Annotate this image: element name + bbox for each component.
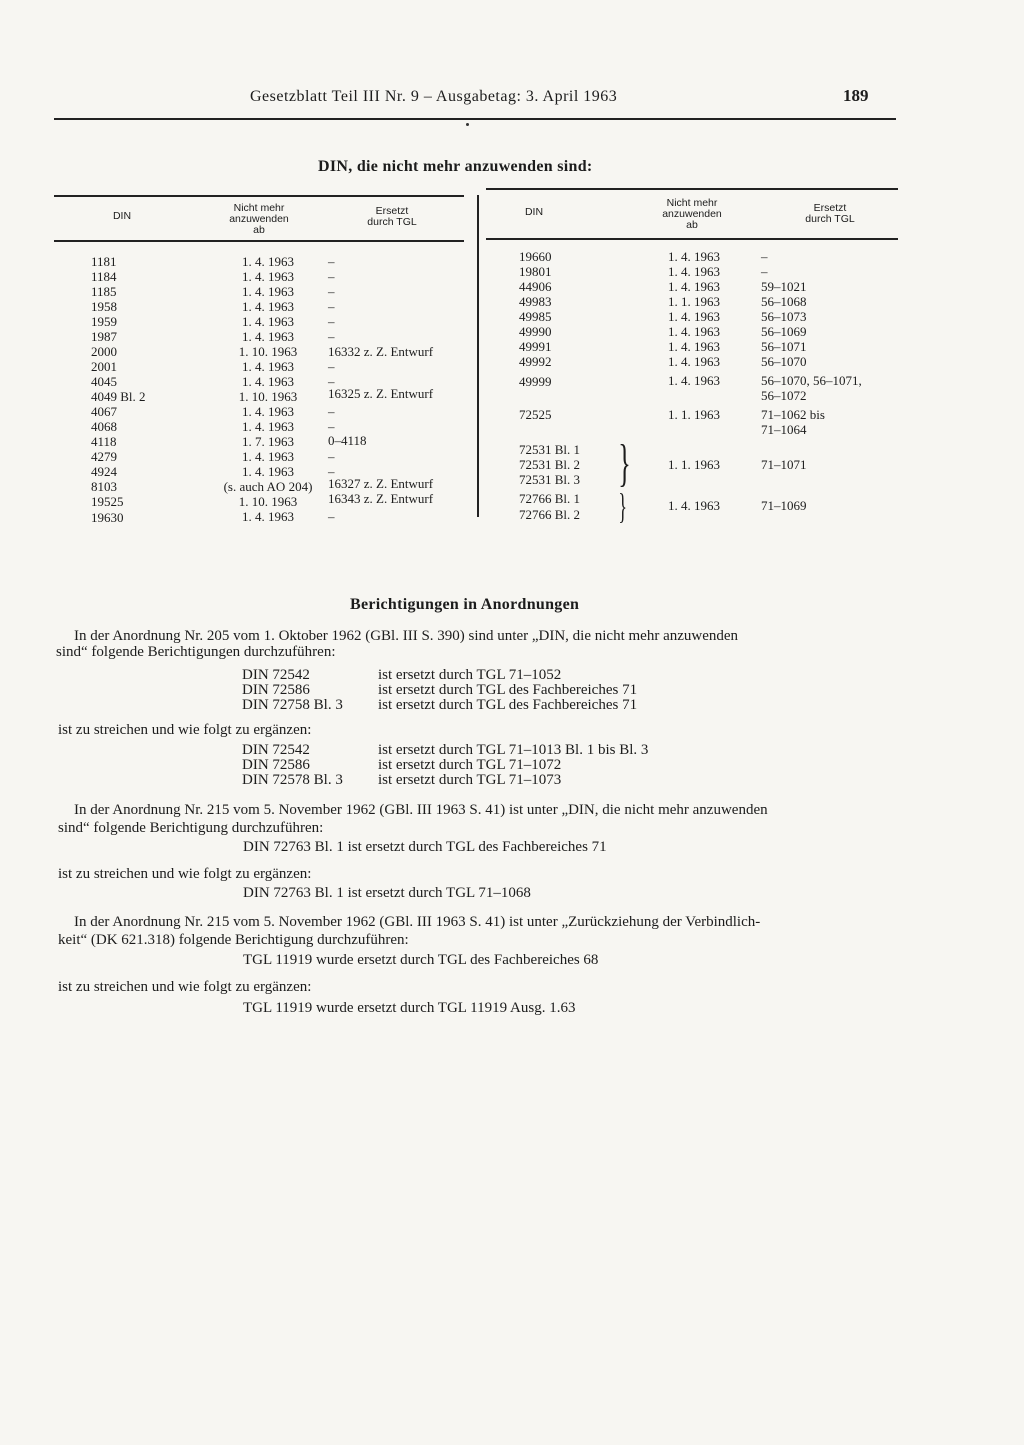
strike-instruction: ist zu streichen und wie folgt zu ergänzen: [58,979,312,995]
table-cell-date: 1. 4. 1963 [242,449,294,464]
table-cell-date: 1. 10. 1963 [238,494,298,509]
table-cell-date: 1. 4. 1963 [668,264,720,279]
table-cell-tgl: – [328,374,335,389]
right-header-tgl: Ersetzt durch TGL [805,202,855,225]
left-table-header-rule [54,240,464,242]
table-cell-din: 1959 [91,314,117,329]
table-cell-din: 72525 [519,407,552,422]
paragraph-line: In der Anordnung Nr. 205 vom 1. Oktober 1962 (GBl. III S. 390) sind unter „DIN, die nicht mehr anzuwenden [74,628,739,644]
table-cell-din: 4924 [91,464,117,479]
table-cell-tgl: 71–1062 bis [761,407,825,422]
table-cell-tgl: 56–1069 [761,324,807,339]
table-cell-date: 1. 4. 1963 [242,464,294,479]
table-cell-date: 1. 4. 1963 [242,329,294,344]
table-cell-din: 72766 Bl. 2 [519,507,581,522]
header-rule [54,118,896,120]
correction-din: DIN 72586 [242,682,310,698]
table-cell-date: 1. 4. 1963 [242,359,294,374]
table-cell-tgl-cont: 71–1064 [761,422,807,437]
table-column-divider [477,195,479,517]
table-cell-din: 1958 [91,299,117,314]
table-cell-tgl: – [328,284,335,299]
table-cell-din: 1185 [91,284,117,299]
table-cell-tgl: – [328,464,335,479]
table-cell-din: 49991 [519,339,552,354]
table-cell-date: 1. 4. 1963 [242,419,294,434]
strike-instruction: ist zu streichen und wie folgt zu ergänzen: [58,722,312,738]
table-cell-tgl: 71–1069 [761,498,807,513]
table-cell-din: 72531 Bl. 3 [519,472,581,487]
table-cell-tgl: 71–1071 [761,457,807,472]
table-cell-din: 4067 [91,404,117,419]
correction-text: ist ersetzt durch TGL 71–1013 Bl. 1 bis Bl. 3 [378,742,649,758]
table-cell-tgl: 56–1071 [761,339,807,354]
table-cell-date: 1. 4. 1963 [668,324,720,339]
table-cell-din: 4279 [91,449,117,464]
table-cell-tgl: – [328,509,335,524]
print-speck [466,123,469,126]
correction-line: TGL 11919 wurde ersetzt durch TGL 11919 Ausg. 1.63 [243,1000,576,1016]
table-cell-date: 1. 10. 1963 [238,344,298,359]
right-brace: } [618,486,627,526]
table-cell-din: 2001 [91,359,117,374]
table-cell-date: 1. 4. 1963 [668,279,720,294]
left-header-date: Nicht mehr anzuwenden ab [229,202,289,236]
correction-din: DIN 72758 Bl. 3 [242,697,343,713]
table-cell-date: 1. 1. 1963 [668,407,720,422]
correction-text: ist ersetzt durch TGL 71–1073 [378,772,562,788]
table-cell-date: (s. auch AO 204) [223,479,313,494]
table-cell-tgl: 56–1073 [761,309,807,324]
table-cell-date: 1. 4. 1963 [668,373,720,388]
table-cell-din: 4045 [91,374,117,389]
table-cell-date: 1. 4. 1963 [668,249,720,264]
table-cell-tgl: 59–1021 [761,279,807,294]
right-table-top-rule [486,188,898,190]
table-cell-date: 1. 4. 1963 [242,509,294,524]
table-cell-date: 1. 4. 1963 [668,498,720,513]
page-header-title: Gesetzblatt Teil III Nr. 9 – Ausgabetag: 3. April 1963 [250,88,618,105]
section-title: Berichtigungen in Anordnungen [350,596,580,613]
table-cell-tgl: 0–4118 [328,433,367,448]
strike-instruction: ist zu streichen und wie folgt zu ergänzen: [58,866,312,882]
table-cell-date: 1. 1. 1963 [668,457,720,472]
correction-line: DIN 72763 Bl. 1 ist ersetzt durch TGL des Fachbereiches 71 [243,839,607,855]
paragraph-line: sind“ folgende Berichtigung durchzuführen: [58,820,324,836]
table-cell-date: 1. 4. 1963 [668,309,720,324]
table-cell-din: 4118 [91,434,117,449]
table-cell-din: 49983 [519,294,552,309]
table-cell-tgl: – [328,419,335,434]
paragraph-line: sind“ folgende Berichtigungen durchzuführen: [56,644,336,660]
table-cell-din: 49985 [519,309,552,324]
table-cell-tgl-cont: 56–1072 [761,388,807,403]
table-cell-tgl: – [761,249,768,264]
page-number: 189 [843,86,869,105]
table-cell-tgl: – [328,359,335,374]
table-cell-din: 2000 [91,344,117,359]
table-cell-din: 49990 [519,324,552,339]
table-cell-tgl: – [328,299,335,314]
table-cell-din: 49992 [519,354,552,369]
right-table-header-rule [486,238,898,240]
table-cell-din: 19525 [91,494,124,509]
table-cell-din: 19660 [519,249,552,264]
table-cell-date: 1. 4. 1963 [242,254,294,269]
correction-din: DIN 72542 [242,742,310,758]
correction-line: DIN 72763 Bl. 1 ist ersetzt durch TGL 71–1068 [243,885,531,901]
table-cell-din: 1181 [91,254,117,269]
right-header-date: Nicht mehr anzuwenden ab [662,197,722,231]
paragraph-line: In der Anordnung Nr. 215 vom 5. November 1962 (GBl. III 1963 S. 41) ist unter „DIN, die nicht mehr anzuwenden [74,802,768,818]
correction-text: ist ersetzt durch TGL 71–1072 [378,757,562,773]
table-cell-din: 1184 [91,269,117,284]
table-cell-tgl: 16332 z. Z. Entwurf [328,344,434,359]
table-cell-date: 1. 4. 1963 [242,374,294,389]
table-cell-din: 49999 [519,374,552,389]
table-cell-din: 1987 [91,329,117,344]
table-cell-din: 8103 [91,479,117,494]
table-cell-din: 19801 [519,264,552,279]
table-cell-tgl: – [328,329,335,344]
table-cell-tgl: – [328,269,335,284]
correction-din: DIN 72542 [242,667,310,683]
table-cell-din: 72766 Bl. 1 [519,491,581,506]
left-header-tgl: Ersetzt durch TGL [367,205,417,228]
table-cell-tgl: 16325 z. Z. Entwurf [328,386,434,401]
table-cell-date: 1. 4. 1963 [242,314,294,329]
left-table-top-rule [54,195,464,197]
table-cell-din: 72531 Bl. 2 [519,457,581,472]
correction-text: ist ersetzt durch TGL des Fachbereiches 71 [378,697,638,713]
correction-text: ist ersetzt durch TGL 71–1052 [378,667,562,683]
table-cell-tgl: 56–1068 [761,294,807,309]
table-cell-tgl: – [328,404,335,419]
table-cell-din: 44906 [519,279,552,294]
left-header-din: DIN [112,210,132,222]
table-cell-tgl: 56–1070, 56–1071, [761,373,862,388]
right-brace: } [618,435,631,492]
table-cell-tgl: 56–1070 [761,354,807,369]
table-cell-din: 72531 Bl. 1 [519,442,581,457]
paragraph-line: keit“ (DK 621.318) folgende Berichtigung durchzuführen: [58,932,409,948]
table-cell-tgl: 16343 z. Z. Entwurf [328,491,434,506]
table-cell-tgl: – [328,449,335,464]
table-title: DIN, die nicht mehr anzuwenden sind: [318,158,593,175]
paragraph-line: In der Anordnung Nr. 215 vom 5. November 1962 (GBl. III 1963 S. 41) ist unter „Zurückziehung der Verbindlich- [74,914,761,930]
table-cell-date: 1. 4. 1963 [242,269,294,284]
correction-text: ist ersetzt durch TGL des Fachbereiches 71 [378,682,638,698]
table-cell-date: 1. 4. 1963 [242,284,294,299]
table-cell-date: 1. 4. 1963 [242,404,294,419]
table-cell-din: 4068 [91,419,117,434]
table-cell-date: 1. 4. 1963 [668,339,720,354]
table-cell-tgl: – [328,314,335,329]
correction-din: DIN 72586 [242,757,310,773]
table-cell-date: 1. 4. 1963 [668,354,720,369]
table-cell-din: 19630 [91,510,124,525]
table-cell-date: 1. 4. 1963 [242,299,294,314]
correction-line: TGL 11919 wurde ersetzt durch TGL des Fachbereiches 68 [243,952,599,968]
table-cell-date: 1. 1. 1963 [668,294,720,309]
correction-din: DIN 72578 Bl. 3 [242,772,343,788]
table-cell-date: 1. 7. 1963 [242,434,294,449]
table-cell-tgl: 16327 z. Z. Entwurf [328,476,434,491]
right-header-din: DIN [524,206,544,218]
table-cell-tgl: – [761,264,768,279]
table-cell-din: 4049 Bl. 2 [91,389,146,404]
table-cell-tgl: – [328,254,335,269]
table-cell-date: 1. 10. 1963 [238,389,298,404]
